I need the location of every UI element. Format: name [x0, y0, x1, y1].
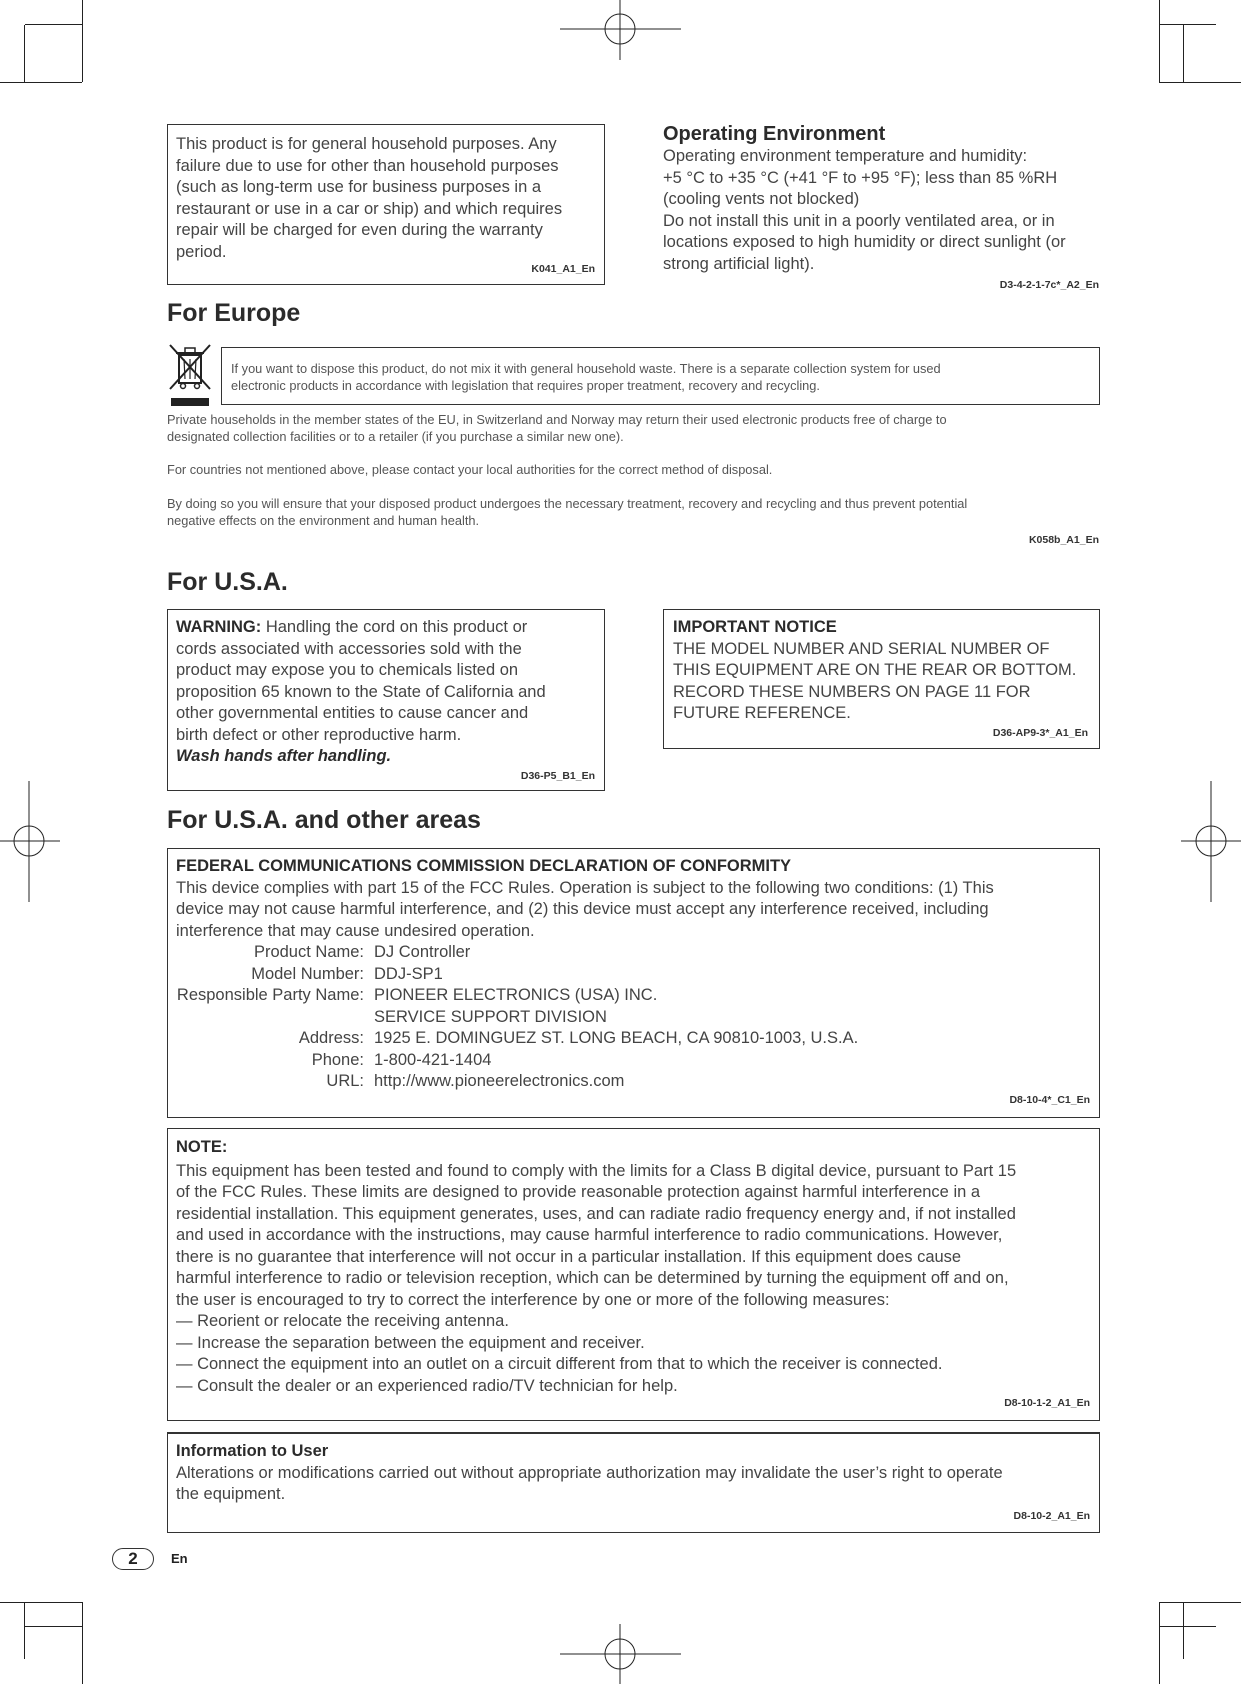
important-notice-code: D36-AP9-3*_A1_En: [992, 727, 1088, 739]
fcc-row-division: SERVICE SUPPORT DIVISION: [374, 1007, 607, 1026]
fcc-note-box: [167, 1128, 1100, 1421]
registration-mark-right: [1181, 781, 1241, 902]
fcc-note-code: D8-10-1-2_A1_En: [1004, 1397, 1090, 1409]
important-notice-text: IMPORTANT NOTICE THE MODEL NUMBER AND SERIAL NUMBER OF THIS EQUIPMENT ARE ON THE REAR OR BOTTOM. RECORD THESE NUMBERS ON PAGE 11 FOR FUTURE REFERENCE.: [673, 618, 1077, 722]
registration-mark-left: [0, 781, 60, 902]
language-label: En: [171, 1551, 188, 1566]
weee-crossed-bin-icon: [167, 341, 213, 407]
operating-environment-section: [663, 122, 1103, 275]
heading-for-europe: For Europe: [167, 299, 301, 327]
registration-mark-bottom: [560, 1624, 681, 1684]
household-notice-text: This product is for general household purposes. Any failure due to use for other than household purposes (such as long-term use for business purposes in a restaurant or use in a car or ship) and which requires repair will be charged for even during the warranty period.: [176, 135, 563, 261]
europe-paragraph-1: Private households in the member states of the EU, in Switzerland and Norway may return their used electronic products free of charge to designated collection facilities or to a retailer (if you purchase a similar new one).: [167, 412, 947, 444]
europe-paragraph-2: For countries not mentioned above, please contact your local authorities for the correct method of disposal.: [167, 462, 773, 477]
operating-environment-title: Operating Environment: [663, 123, 886, 145]
heading-for-usa: For U.S.A.: [167, 568, 288, 596]
fcc-declaration-code: D8-10-4*_C1_En: [1009, 1094, 1090, 1106]
fcc-row-model-number: Model Number: DDJ-SP1: [251, 964, 443, 983]
information-to-user-code: D8-10-2_A1_En: [1013, 1510, 1090, 1522]
fcc-row-phone: Phone: 1-800-421-1404: [311, 1050, 492, 1069]
fcc-declaration-box: [167, 848, 1100, 1118]
information-to-user-text: Information to User Alterations or modifications carried out without appropriate authorization may invalidate the user’s right to operate the equipment.: [176, 1442, 1003, 1503]
household-code: K041_A1_En: [531, 263, 595, 275]
fcc-row-responsible-party: Responsible Party Name: PIONEER ELECTRONICS (USA) INC.: [176, 986, 658, 1004]
prop65-warning-box: [167, 609, 605, 791]
household-notice-box: [167, 124, 605, 285]
wash-hands-emphasis: Wash hands after handling.: [176, 747, 392, 765]
prop65-warning-text: WARNING: Handling the cord on this product or cords associated with accessories sold with the product may expose you to chemicals listed on proposition 65 known to the State of California and other governmental entities to cause cancer and birth defect or other reproductive harm. Wash hands after handling.: [176, 617, 546, 768]
europe-disposal-text: If you want to dispose this product, do not mix it with general household waste. There is a separate collection system for used electronic products in accordance with legislation that requires proper treatment, recovery and recycling.: [231, 361, 941, 393]
prop65-code: D36-P5_B1_En: [520, 770, 595, 782]
heading-for-usa-and-other-areas: For U.S.A. and other areas: [167, 806, 481, 834]
operating-environment-code: D3-4-2-1-7c*_A2_En: [999, 279, 1099, 291]
operating-environment-text: Operating environment temperature and humidity: +5 °C to +35 °C (+41 °F to +95 °F); less than 85 %RH (cooling vents not blocked) Do not install this unit in a poorly ventilated area, or in locations exposed to high humidity or direct sunlight (or strong artificial light).: [663, 147, 1066, 273]
fcc-note-title: NOTE:: [176, 1138, 228, 1156]
europe-disposal-box: [221, 347, 1100, 405]
fcc-declaration-title: FEDERAL COMMUNICATIONS COMMISSION DECLARATION OF CONFORMITY: [176, 857, 792, 875]
page-number: 2: [112, 1548, 154, 1570]
fcc-row-product-name: Product Name: DJ Controller: [253, 943, 471, 961]
registration-mark-top: [560, 0, 681, 60]
europe-code: K058b_A1_En: [1028, 534, 1099, 546]
fcc-note-text: NOTE: This equipment has been tested and found to comply with the limits for a Class B digital device, pursuant to Part 15 of the FCC Rules. These limits are designed to provide reasonable protection against harmful interference in a residential installation. This equipment generates, uses, and can radiate radio frequency energy and, if not installed and used in accordance with the instructions, may cause harmful interference to radio communications. However, there is no guarantee that interference will not occur in a particular installation. If this equipment does cause harmful interference to radio or television reception, which can be determined by turning the equipment off and on, the user is encouraged to try to correct the interference by one or more of the following measures: — Reorient or relocate the receiving antenna. — Increase the separation between the equipment and receiver. — Connect the equipment into an outlet on a circuit different from that to which the receiver is connected. — Consult the dealer or an experienced radio/TV technician for help.: [176, 1138, 1017, 1395]
warning-label: WARNING:: [176, 618, 262, 636]
fcc-row-address: Address: 1925 E. DOMINGUEZ ST. LONG BEACH, CA 90810-1003, U.S.A.: [298, 1029, 859, 1047]
important-notice-title: IMPORTANT NOTICE: [673, 618, 837, 636]
information-to-user-box: [167, 1432, 1100, 1533]
important-notice-box: [663, 609, 1100, 749]
fcc-declaration-text: FEDERAL COMMUNICATIONS COMMISSION DECLARATION OF CONFORMITY This device complies with part 15 of the FCC Rules. Operation is subject to the following two conditions: (1) This device may not cause harmful interference, and (2) this device must accept any interference received, including interference that may cause undesired operation. Product Name: DJ Controller Model Number: DDJ-SP1 Responsible Party Name: PIONEER ELECTRONICS (USA) INC. SERVICE SUPPORT DIVISION Address: 1925 E. DOMINGUEZ ST. LONG BEACH, CA 90810-1003, U.S.A. Phone: 1-800-421-1404 URL: http://www.pioneerelectronics.com: [176, 856, 1091, 1093]
europe-paragraph-3: By doing so you will ensure that your disposed product undergoes the necessary treatment, recovery and recycling and thus prevent potential negative effects on the environment and human health.: [167, 496, 968, 528]
fcc-row-url: URL: http://www.pioneerelectronics.com: [326, 1072, 625, 1090]
information-to-user-title: Information to User: [176, 1442, 329, 1460]
